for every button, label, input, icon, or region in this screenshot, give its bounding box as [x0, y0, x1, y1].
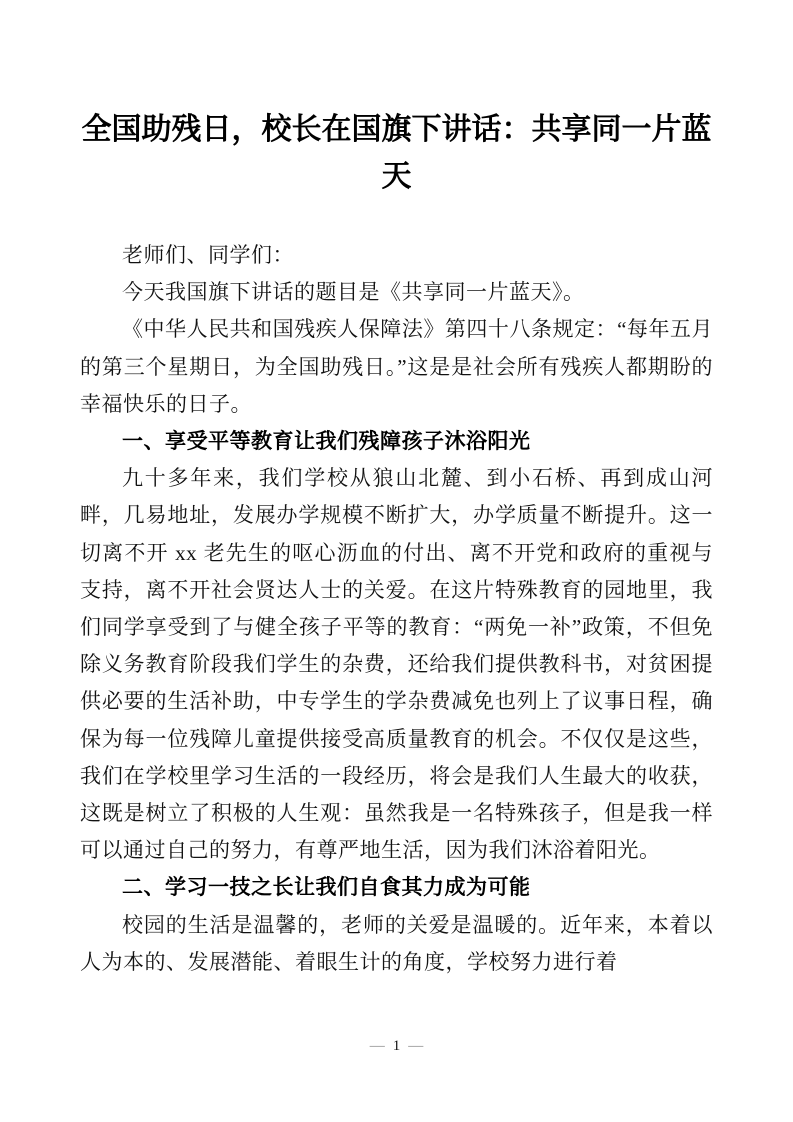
paragraph-salutation: 老师们、同学们： — [122, 243, 294, 267]
section-heading-1: 一、享受平等教育让我们残障孩子沐浴阳光 — [122, 430, 531, 454]
section-heading-2: 二、学习一技之长让我们自食其力成为可能 — [122, 876, 531, 900]
document-title: 全国助残日，校长在国旗下讲话：共享同一片蓝天 — [81, 113, 712, 193]
page-number: 1 — [392, 1038, 401, 1054]
footer-dash-right: — — [408, 1038, 424, 1054]
paragraph-law-quote: 《中华人民共和国残疾人保障法》第四十八条规定：“每年五月的第三个星期日，为全国助残日。”这是是社会所有残疾人都期盼的幸福快乐的日子。 — [80, 317, 713, 416]
footer-dash-left: — — [369, 1038, 385, 1054]
paragraph-section-1: 九十多年来，我们学校从狼山北麓、到小石桥、再到成山河畔，几易地址，发展办学规模不断扩大，办学质量不断提升。这一切离不开 xx 老先生的呕心沥血的付出、离不开党和政府的重视与支持，离不开社会贤达人士的关爱。在这片特殊教育的园地里，我们同学享受到了与健全孩子平等的教育：“两免一补”政策，不但免除义务教育阶段我们学生的杂费，还给我们提供教科书，对贫困提供必要的生活补助，中专学生的学杂费减免也列上了议事日程，确保为每一位残障儿童提供接受高质量教育的机会。不仅仅是这些，我们在学校里学习生活的一段经历，将会是我们人生最大的收获，这既是树立了积极的人生观：虽然我是一名特殊孩子，但是我一样可以通过自己的努力，有尊严地生活，因为我们沐浴着阳光。 — [80, 466, 713, 863]
page-footer — [0, 1036, 793, 1056]
document-body — [80, 237, 713, 981]
paragraph-section-2: 校园的生活是温馨的，老师的关爱是温暖的。近年来，本着以人为本的、发展潜能、着眼生计的角度，学校努力进行着 — [80, 912, 713, 974]
paragraph-intro: 今天我国旗下讲话的题目是《共享同一片蓝天》。 — [122, 280, 585, 305]
